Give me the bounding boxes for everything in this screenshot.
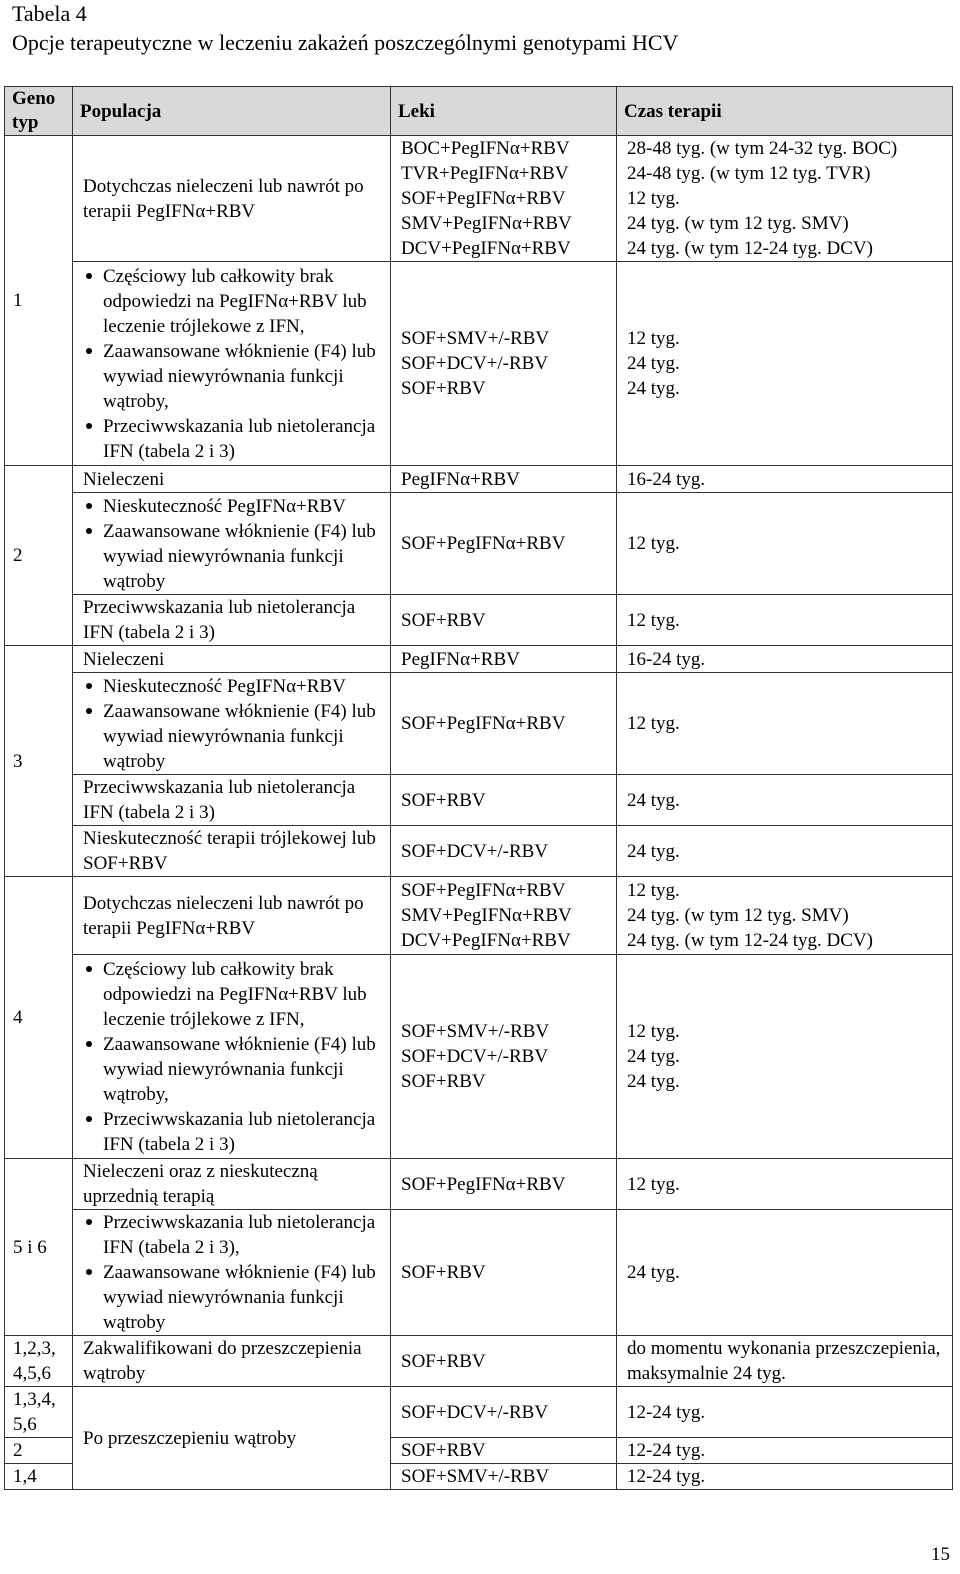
duration-cell: 12-24 tyg. bbox=[617, 1438, 953, 1464]
genotype-cell: 2 bbox=[5, 1438, 73, 1464]
drugs-cell: SOF+DCV+/-RBV bbox=[391, 826, 617, 877]
table-row bbox=[5, 136, 953, 262]
genotype-cell: 5 i 6 bbox=[5, 1159, 73, 1336]
genotype-cell: 1,3,4, 5,6 bbox=[5, 1387, 73, 1438]
population-cell: Nieskuteczność terapii trójlekowej lub SOF+RBV bbox=[73, 826, 391, 877]
duration-cell: 12-24 tyg. bbox=[617, 1464, 953, 1490]
bullet-list bbox=[83, 957, 390, 1157]
population-cell: Nieleczeni oraz z nieskuteczną uprzednią terapią bbox=[73, 1159, 391, 1210]
duration-cell: 12 tyg. bbox=[617, 673, 953, 775]
drugs-cell: SOF+DCV+/-RBV bbox=[391, 1387, 617, 1438]
population-cell: Przeciwwskazania lub nietolerancja IFN (tabela 2 i 3) bbox=[73, 595, 391, 646]
drugs-cell: SOF+PegIFNα+RBV bbox=[391, 493, 617, 595]
bullet-item: Zaawansowane włóknienie (F4) lub wywiad niewyrównania funkcji wątroby bbox=[83, 1260, 390, 1335]
population-cell bbox=[73, 493, 391, 595]
table-row bbox=[5, 262, 953, 466]
header-genotype: Geno typ bbox=[5, 87, 73, 136]
table-row bbox=[5, 1336, 953, 1387]
bullet-item: Przeciwwskazania lub nietolerancja IFN (tabela 2 i 3) bbox=[83, 414, 390, 464]
table-row bbox=[5, 466, 953, 493]
hcv-therapy-table bbox=[4, 86, 953, 1490]
duration-cell: 12 tyg. 24 tyg. 24 tyg. bbox=[617, 262, 953, 466]
population-cell bbox=[73, 1210, 391, 1336]
table-row bbox=[5, 595, 953, 646]
population-cell bbox=[73, 673, 391, 775]
bullet-item: Przeciwwskazania lub nietolerancja IFN (tabela 2 i 3), bbox=[83, 1210, 390, 1260]
drugs-cell: BOC+PegIFNα+RBV TVR+PegIFNα+RBV SOF+PegIFNα+RBV SMV+PegIFNα+RBV DCV+PegIFNα+RBV bbox=[391, 136, 617, 262]
population-cell: Nieleczeni bbox=[73, 466, 391, 493]
duration-cell: 12 tyg. bbox=[617, 493, 953, 595]
bullet-item: Częściowy lub całkowity brak odpowiedzi na PegIFNα+RBV lub leczenie trójlekowe z IFN, bbox=[83, 957, 390, 1032]
table-row bbox=[5, 1387, 953, 1438]
table-row bbox=[5, 775, 953, 826]
table-row bbox=[5, 877, 953, 955]
duration-cell: 16-24 tyg. bbox=[617, 466, 953, 493]
population-cell: Dotychczas nieleczeni lub nawrót po terapii PegIFNα+RBV bbox=[73, 136, 391, 262]
population-cell bbox=[73, 955, 391, 1159]
drugs-cell: SOF+SMV+/-RBV SOF+DCV+/-RBV SOF+RBV bbox=[391, 262, 617, 466]
genotype-cell: 1,2,3, 4,5,6 bbox=[5, 1336, 73, 1387]
population-cell: Nieleczeni bbox=[73, 646, 391, 673]
duration-cell: 12 tyg. 24 tyg. 24 tyg. bbox=[617, 955, 953, 1159]
table-caption-title: Opcje terapeutyczne w leczeniu zakażeń poszczególnymi genotypami HCV bbox=[12, 30, 679, 55]
bullet-list bbox=[83, 494, 390, 594]
population-cell: Zakwalifikowani do przeszczepienia wątroby bbox=[73, 1336, 391, 1387]
table-row bbox=[5, 826, 953, 877]
table-caption-number: Tabela 4 bbox=[12, 1, 87, 26]
drugs-cell: PegIFNα+RBV bbox=[391, 646, 617, 673]
bullet-item: Przeciwwskazania lub nietolerancja IFN (tabela 2 i 3) bbox=[83, 1107, 390, 1157]
duration-cell: do momentu wykonania przeszczepienia, maksymalnie 24 tyg. bbox=[617, 1336, 953, 1387]
page-number: 15 bbox=[931, 1544, 950, 1565]
duration-cell: 24 tyg. bbox=[617, 1210, 953, 1336]
bullet-list bbox=[83, 674, 390, 774]
duration-cell: 12 tyg. 24 tyg. (w tym 12 tyg. SMV) 24 tyg. (w tym 12-24 tyg. DCV) bbox=[617, 877, 953, 955]
table-row bbox=[5, 955, 953, 1159]
duration-cell: 12 tyg. bbox=[617, 595, 953, 646]
bullet-item: Zaawansowane włóknienie (F4) lub wywiad niewyrównania funkcji wątroby, bbox=[83, 339, 390, 414]
duration-cell: 12-24 tyg. bbox=[617, 1387, 953, 1438]
drugs-cell: SOF+SMV+/-RBV bbox=[391, 1464, 617, 1490]
population-cell: Po przeszczepieniu wątroby bbox=[73, 1387, 391, 1490]
genotype-cell: 1,4 bbox=[5, 1464, 73, 1490]
drugs-cell: SOF+RBV bbox=[391, 1210, 617, 1336]
bullet-item: Zaawansowane włóknienie (F4) lub wywiad niewyrównania funkcji wątroby bbox=[83, 699, 390, 774]
drugs-cell: SOF+PegIFNα+RBV bbox=[391, 1159, 617, 1210]
table-row bbox=[5, 1210, 953, 1336]
population-cell bbox=[73, 262, 391, 466]
header-population: Populacja bbox=[73, 87, 391, 136]
bullet-list bbox=[83, 1210, 390, 1335]
bullet-item: Zaawansowane włóknienie (F4) lub wywiad niewyrównania funkcji wątroby bbox=[83, 519, 390, 594]
table-row bbox=[5, 646, 953, 673]
bullet-list bbox=[83, 264, 390, 464]
drugs-cell: SOF+SMV+/-RBV SOF+DCV+/-RBV SOF+RBV bbox=[391, 955, 617, 1159]
drugs-cell: SOF+PegIFNα+RBV SMV+PegIFNα+RBV DCV+PegIFNα+RBV bbox=[391, 877, 617, 955]
drugs-cell: SOF+RBV bbox=[391, 775, 617, 826]
bullet-item: Zaawansowane włóknienie (F4) lub wywiad niewyrównania funkcji wątroby, bbox=[83, 1032, 390, 1107]
duration-cell: 12 tyg. bbox=[617, 1159, 953, 1210]
genotype-cell: 2 bbox=[5, 466, 73, 646]
drugs-cell: SOF+PegIFNα+RBV bbox=[391, 673, 617, 775]
header-row bbox=[5, 87, 953, 136]
duration-cell: 24 tyg. bbox=[617, 775, 953, 826]
bullet-item: Nieskuteczność PegIFNα+RBV bbox=[83, 494, 390, 519]
duration-cell: 16-24 tyg. bbox=[617, 646, 953, 673]
drugs-cell: SOF+RBV bbox=[391, 595, 617, 646]
genotype-cell: 3 bbox=[5, 646, 73, 877]
drugs-cell: PegIFNα+RBV bbox=[391, 466, 617, 493]
genotype-cell: 1 bbox=[5, 136, 73, 466]
duration-cell: 24 tyg. bbox=[617, 826, 953, 877]
drugs-cell: SOF+RBV bbox=[391, 1336, 617, 1387]
table-row bbox=[5, 673, 953, 775]
table-row bbox=[5, 1159, 953, 1210]
duration-cell: 28-48 tyg. (w tym 24-32 tyg. BOC) 24-48 tyg. (w tym 12 tyg. TVR) 12 tyg. 24 tyg. (w tym 12 tyg. SMV) 24 tyg. (w tym 12-24 tyg. DCV) bbox=[617, 136, 953, 262]
header-drugs: Leki bbox=[391, 87, 617, 136]
population-cell: Przeciwwskazania lub nietolerancja IFN (tabela 2 i 3) bbox=[73, 775, 391, 826]
drugs-cell: SOF+RBV bbox=[391, 1438, 617, 1464]
population-cell: Dotychczas nieleczeni lub nawrót po terapii PegIFNα+RBV bbox=[73, 877, 391, 955]
table-row bbox=[5, 493, 953, 595]
genotype-cell: 4 bbox=[5, 877, 73, 1159]
bullet-item: Nieskuteczność PegIFNα+RBV bbox=[83, 674, 390, 699]
bullet-item: Częściowy lub całkowity brak odpowiedzi na PegIFNα+RBV lub leczenie trójlekowe z IFN, bbox=[83, 264, 390, 339]
header-duration: Czas terapii bbox=[617, 87, 953, 136]
